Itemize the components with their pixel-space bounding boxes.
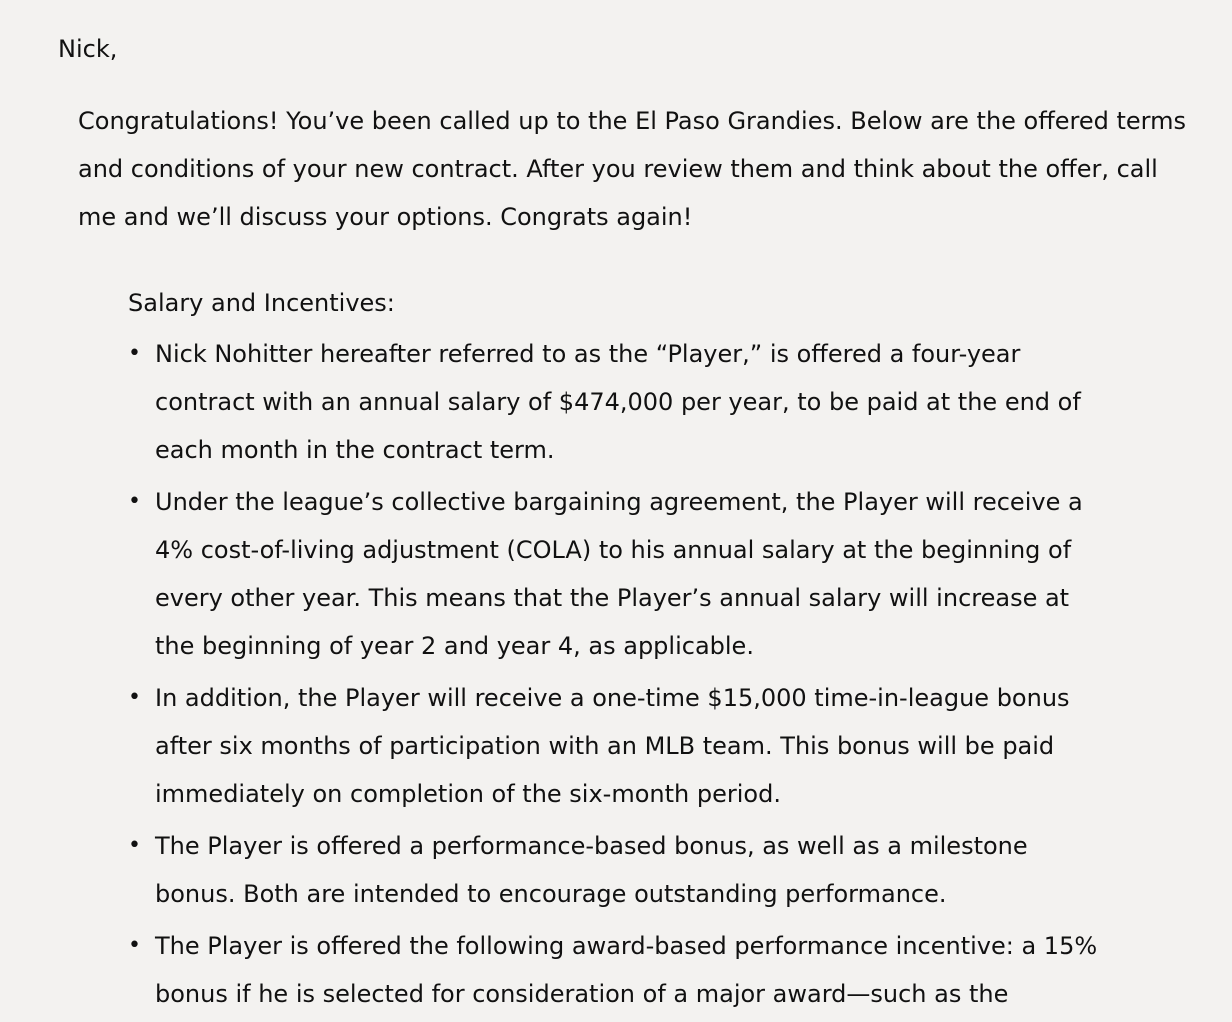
terms-list [128, 330, 1108, 1022]
list-item-text: The Player is offered the following award-based performance incentive: a 15% bonus if he is selected for consideration of a major award—such as the [155, 932, 1098, 1008]
list-item [128, 478, 1108, 670]
list-item-text: Under the league’s collective bargaining agreement, the Player will receive a 4% cost-of-living adjustment (COLA) to his annual salary at the beginning of every other year. This means that the Player’s annual salary will increase at the beginning of year 2 and year 4, as applicable. [155, 488, 1083, 660]
bullet-icon: • [128, 489, 141, 514]
bullet-icon: • [128, 933, 141, 958]
list-item [128, 822, 1108, 918]
section-heading: Salary and Incentives: [128, 289, 395, 317]
list-item [128, 922, 1108, 1018]
intro-paragraph: Congratulations! You’ve been called up to the El Paso Grandies. Below are the offered terms and conditions of your new contract. After you review them and think about the offer, call me and we’ll discuss your options. Congrats again! [78, 107, 1187, 231]
bullet-icon: • [128, 341, 141, 366]
list-item-text: Nick Nohitter hereafter referred to as the “Player,” is offered a four-year contract with an annual salary of $474,000 per year, to be paid at the end of each month in the contract term. [155, 340, 1081, 464]
list-item [128, 674, 1108, 818]
list-item [128, 330, 1108, 474]
list-item-text: In addition, the Player will receive a one-time $15,000 time-in-league bonus after six months of participation with an MLB team. This bonus will be paid immediately on completion of the six-month period. [155, 684, 1070, 808]
bullet-icon: • [128, 833, 141, 858]
bullet-icon: • [128, 685, 141, 710]
letter-greeting: Nick, [58, 35, 118, 63]
list-item-text: The Player is offered a performance-based bonus, as well as a milestone bonus. Both are intended to encourage outstanding performance. [155, 832, 1028, 908]
